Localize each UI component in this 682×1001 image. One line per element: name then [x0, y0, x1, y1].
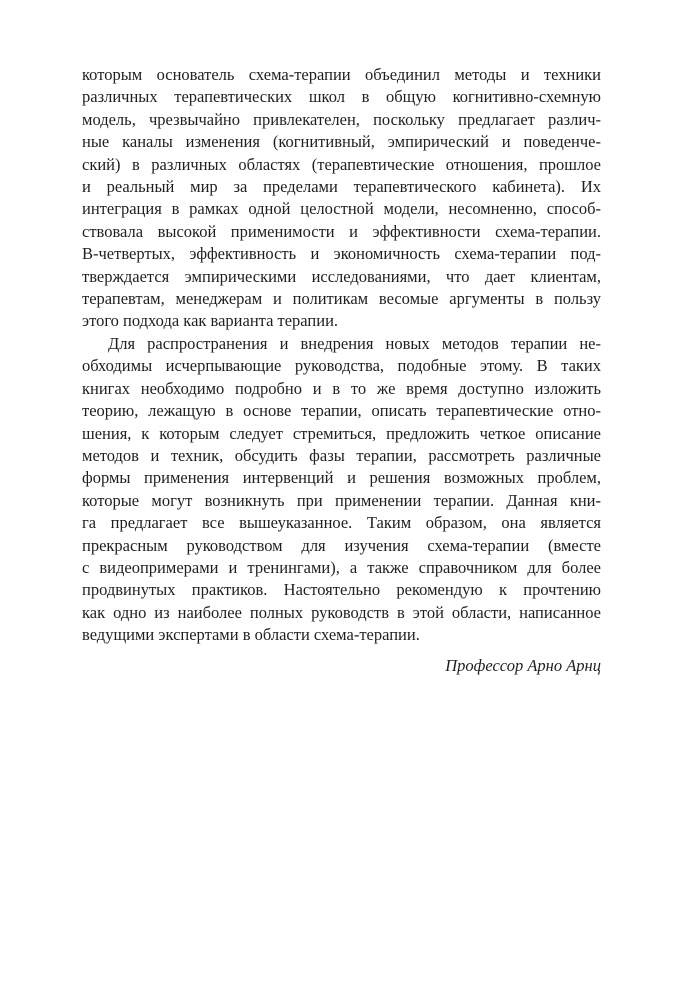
- text-line: обходимы исчерпывающие руководства, подобные этому. В таких: [82, 356, 601, 376]
- text-line: тверждается эмпирическими исследованиями, что дает клиентам,: [82, 266, 601, 286]
- text-line: которые могут возникнуть при применении терапии. Данная кни-: [82, 490, 601, 510]
- text-line: ствовала высокой применимости и эффективности схема-терапии.: [82, 221, 601, 241]
- text-line: книгах необходимо подробно и в то же время доступно изложить: [82, 378, 601, 398]
- text-line: интеграция в рамках одной целостной модели, несомненно, способ-: [82, 199, 601, 219]
- paragraph: [82, 64, 601, 333]
- text-line: которым основатель схема-терапии объединил методы и техники: [82, 65, 601, 84]
- text-line: этого подхода как варианта терапии.: [82, 311, 339, 331]
- text-line: терапевтам, менеджерам и политикам весомые аргументы в пользу: [82, 289, 601, 309]
- text-line: га предлагает все вышеуказанное. Таким образом, она является: [82, 513, 601, 533]
- text-line: ные каналы изменения (когнитивный, эмпирический и поведенче-: [82, 132, 601, 152]
- text-block: [82, 64, 601, 677]
- text-line: модель, чрезвычайно привлекателен, поскольку предлагает различ-: [82, 109, 601, 129]
- text-line: ский) в различных областях (терапевтические отношения, прошлое: [82, 154, 601, 174]
- text-line: прекрасным руководством для изучения схема-терапии (вместе: [82, 535, 601, 555]
- text-line: как одно из наиболее полных руководств в этой области, написанное: [82, 602, 601, 622]
- text-line: методов и техник, обсудить фазы терапии, рассмотреть различные: [82, 445, 601, 465]
- paragraph: [82, 333, 601, 647]
- text-line: с видеопримерами и тренингами), а также справочником для более: [82, 557, 601, 577]
- text-line: шения, к которым следует стремиться, предложить четкое описание: [82, 423, 601, 443]
- text-line: В-четвертых, эффективность и экономичность схема-терапии под-: [82, 244, 601, 264]
- text-line: формы применения интервенций и решения возможных проблем,: [82, 468, 601, 488]
- text-line: Для распространения и внедрения новых методов терапии не-: [108, 333, 601, 353]
- text-line: продвинутых практиков. Настоятельно рекомендую к прочтению: [82, 580, 601, 600]
- attribution: Профессор Арно Арнц: [445, 655, 601, 675]
- text-line: различных терапевтических школ в общую когнитивно-схемную: [82, 87, 601, 107]
- text-line: ведущими экспертами в области схема-терапии.: [82, 625, 420, 645]
- text-line: теорию, лежащую в основе терапии, описать терапевтические отно-: [82, 401, 601, 421]
- text-line: и реальный мир за пределами терапевтического кабинета). Их: [82, 177, 601, 197]
